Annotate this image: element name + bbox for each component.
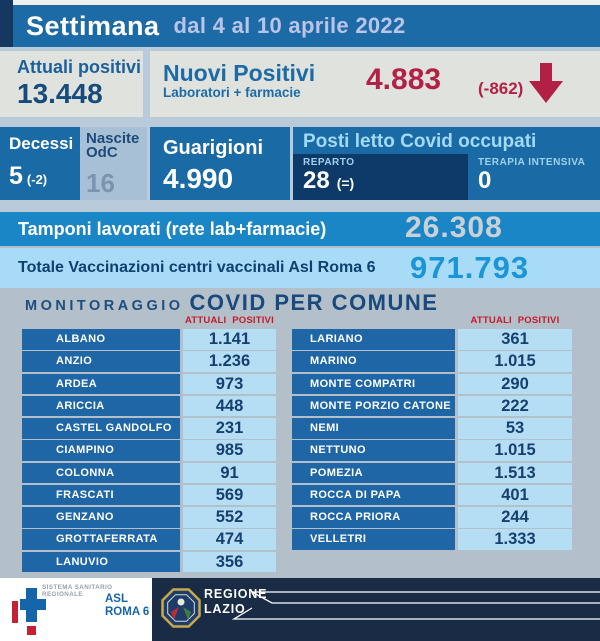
decessi-label: Decessi [9,134,74,153]
footer-asl-panel [0,578,152,641]
regione-line2: LAZIO [204,602,246,616]
arrow-down-icon [526,61,566,105]
vaccinazioni-value: 971.793 [410,250,530,285]
town-value: 569 [183,485,276,506]
table-row [292,418,572,439]
regione-lazio-emblem-icon [160,587,202,629]
town-value: 1.015 [458,440,572,461]
tamponi-value: 26.308 [405,211,503,244]
town-name: ALBANO [22,329,180,350]
town-value: 474 [183,529,276,550]
regione-lazio-label [204,587,267,617]
posti-reparto-box [293,154,468,200]
table-row [22,374,276,395]
terapia-values [478,168,600,193]
header-band [13,5,600,47]
town-value: 973 [183,374,276,395]
nuovi-delta: (-862) [478,79,524,98]
table-row [292,440,572,461]
town-table-left [22,329,276,574]
town-value: 290 [458,374,572,395]
table-row [22,396,276,417]
column-header-left: ATTUALI POSITIVI [185,315,274,326]
town-value: 1.141 [183,329,276,350]
table-row [292,507,572,528]
town-name: VELLETRI [292,529,455,550]
reparto-value: 28 [303,167,330,194]
monitoring-title-light: MONITORAGGIO [25,298,184,314]
town-name: FRASCATI [22,485,180,506]
town-name: MONTE PORZIO CATONE [292,396,455,417]
panel-posti-letto [293,127,600,200]
town-name: POMEZIA [292,463,455,484]
panel-attuali-positivi [0,51,143,117]
table-row [22,529,276,550]
header-left-cap [0,0,13,47]
terapia-value: 0 [478,167,492,194]
bar-tamponi [0,212,600,246]
reparto-label: REPARTO [303,157,355,168]
table-row [22,552,276,573]
nuovi-value: 4.883 [366,63,442,96]
attuali-value: 13.448 [17,77,103,109]
column-header-right: ATTUALI POSITIVI [470,315,560,326]
nascite-value: 16 [86,167,115,198]
posti-letto-title: Posti letto Covid occupati [303,131,537,152]
attuali-label: Attuali positivi [17,57,142,77]
town-value: 1.333 [458,529,572,550]
town-name: NEMI [292,418,455,439]
town-name: COLONNA [22,463,180,484]
page-subtitle: dal 4 al 10 aprile 2022 [173,13,406,38]
bar-vaccinazioni [0,248,600,288]
town-name: ARICCIA [22,396,180,417]
regione-line1: REGIONE [204,587,268,601]
town-value: 222 [458,396,572,417]
footer-regione-lazio-panel [152,578,600,641]
town-name: GROTTAFERRATA [22,529,180,550]
terapia-label: TERAPIA INTENSIVA [478,157,586,168]
table-row [292,396,572,417]
table-row [22,507,276,528]
town-value: 356 [183,552,276,573]
town-value: 1.513 [458,463,572,484]
town-value: 91 [183,463,276,484]
town-value: 244 [458,507,572,528]
table-row [22,485,276,506]
town-table-right [292,329,572,552]
reparto-delta: (=) [336,175,355,191]
town-value: 1.015 [458,351,572,372]
table-row [292,485,572,506]
nuovi-sublabel: Laboratori + farmacie [163,85,301,100]
decessi-delta: (-2) [26,172,48,187]
guarigioni-label: Guarigioni [163,137,263,159]
guarigioni-value: 4.990 [163,163,234,194]
table-row [292,329,572,350]
town-value: 231 [183,418,276,439]
page-title: Settimana [26,10,160,41]
town-name: ROCCA DI PAPA [292,485,455,506]
table-row [292,463,572,484]
asl-line1: ASL [105,593,128,605]
town-value: 552 [183,507,276,528]
table-row [22,440,276,461]
panel-nuovi-positivi [150,51,600,117]
nascite-label-line1: Nascite [86,130,140,147]
asl-line2: ROMA 6 [105,606,150,619]
town-name: LARIANO [292,329,455,350]
decessi-value: 5 [9,162,23,190]
town-value: 53 [458,418,572,439]
table-row [22,463,276,484]
table-row [292,529,572,550]
town-value: 1.236 [183,351,276,372]
table-row [292,374,572,395]
town-name: ROCCA PRIORA [292,507,455,528]
table-row [292,351,572,372]
table-row [22,351,276,372]
town-value: 985 [183,440,276,461]
table-row [22,418,276,439]
town-value: 361 [458,329,572,350]
nuovi-label: Nuovi Positivi [163,60,316,86]
town-name: ARDEA [22,374,180,395]
town-name: MARINO [292,351,455,372]
table-row [22,329,276,350]
town-value: 401 [458,485,572,506]
monitoring-title-bold: COVID PER COMUNE [189,290,439,315]
town-name: CASTEL GANDOLFO [22,418,180,439]
town-name: ANZIO [22,351,180,372]
vaccinazioni-label: Totale Vaccinazioni centri vaccinali Asl Roma 6 [18,259,376,276]
panel-guarigioni [150,127,290,200]
decessi-values [9,162,80,191]
asl-roma6-label [105,593,149,619]
monitoring-title [25,290,438,316]
town-value: 448 [183,396,276,417]
town-name: CIAMPINO [22,440,180,461]
panel-nascite-odc [80,127,147,200]
posti-terapia-box [468,154,600,200]
town-name: NETTUNO [292,440,455,461]
nuovi-labels [163,62,315,101]
ssr-caption: SISTEMA SANITARIO REGIONALE [42,584,113,598]
reparto-values [303,168,468,193]
asl-roma6-logo-icon [12,586,46,636]
town-name: LANUVIO [22,552,180,573]
town-name: GENZANO [22,507,180,528]
tamponi-label: Tamponi lavorati (rete lab+farmacie) [18,219,327,239]
panel-decessi [0,127,80,200]
town-name: MONTE COMPATRI [292,374,455,395]
nascite-label-line2: OdC [86,144,118,162]
